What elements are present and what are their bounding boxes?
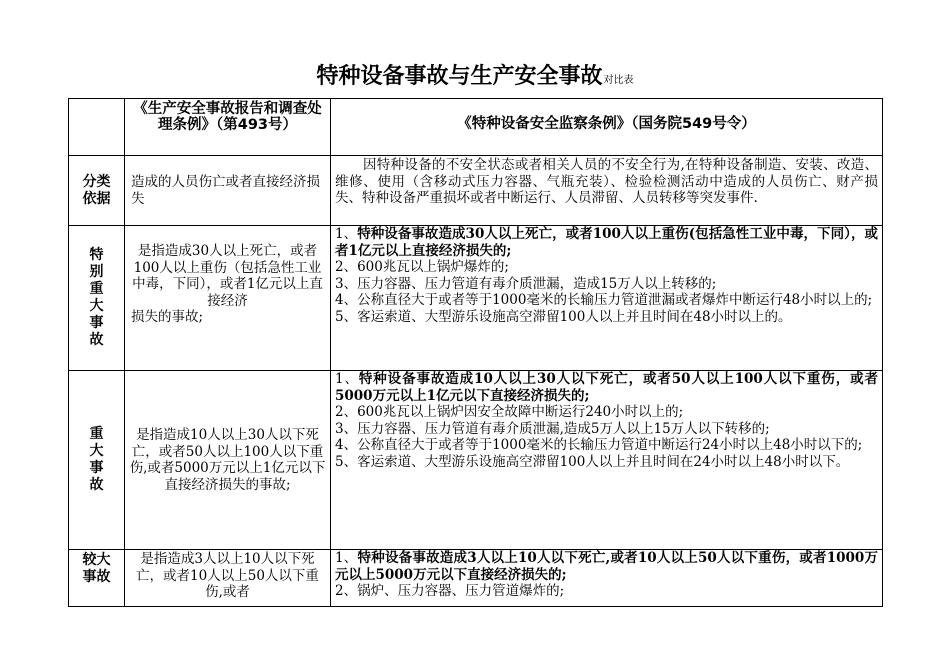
table-row-major (69, 371, 883, 550)
major-right-cell (331, 371, 883, 550)
classification-right-cell (331, 156, 883, 226)
header-right-text: 《特种设备安全监察条例》（国务院549号令） (457, 116, 756, 132)
larger-right-cell (331, 550, 883, 607)
header-regulation-493 (125, 99, 331, 156)
list-item: 4、公称直径大于或者等于1000毫米的长输压力管道泄漏或者爆炸中断运行48小时以上的; (335, 292, 873, 309)
table-row-classification (69, 156, 883, 226)
list-item: 5、客运索道、大型游乐设施高空滞留100人以上并且时间在24小时以上48小时以下。 (335, 453, 850, 470)
list-item: 3、压力容器、压力管道有毒介质泄漏,造成5万人以上15万人以下转移的; (335, 420, 770, 437)
list-item: 1、特种设备事故造成10人以上30人以下死亡，或者50人以上100人以下重伤，或者5000万元以上1亿元以下直接经济损失的; (335, 371, 878, 404)
larger-mid-cell (125, 550, 331, 607)
especially-major-mid-tail: 损失的事故; (131, 309, 204, 325)
list-item: 1、特种设备事故造成30人以上死亡，或者100人以上重伤(包括急性工业中毒，下同），或者1亿元以上直接经济损失的; (335, 226, 878, 259)
header-empty-cell (69, 99, 125, 156)
table-row-especially-major (69, 226, 883, 371)
major-mid-text: 是指造成10人以上30人以下死亡，或者50人以上100人以下重伤,或者5000万元以上1亿元以下直接经济损失的事故; (129, 427, 326, 493)
list-item: 2、锅炉、压力容器、压力管道爆炸的; (335, 583, 565, 600)
list-item: 4、公称直径大于或者等于1000毫米的长输压力管道中断运行24小时以上48小时以下的; (335, 437, 863, 454)
row-label-larger: 较大事故 (69, 550, 125, 607)
classification-right-text: 因特种设备的不安全状态或者相关人员的不安全行为,在特种设备制造、安装、改造、维修、使用（含移动式压力容器、气瓶充装）、检验检测活动中造成的人员伤亡、财产损失、特种设备严重损坏或者中断运行、人员滞留、人员转移等突发事件. (335, 157, 878, 207)
table-row-larger (69, 550, 883, 607)
classification-mid-cell (125, 156, 331, 226)
row-label-major: 重大事故 (69, 371, 125, 550)
title-main: 特种设备事故与生产安全事故 (316, 64, 603, 89)
document-title (0, 63, 950, 95)
especially-major-mid-text: 是指造成30人以上死亡，或者100人以上重伤（包括急性工业中毒，下同），或者1亿元以上直接经济 (132, 243, 323, 309)
major-mid-cell (125, 371, 331, 550)
header-mid-text: 《生产安全事故报告和调查处理条例》（第493号） (133, 101, 322, 133)
list-item: 3、压力容器、压力管道有毒介质泄漏，造成15万人以上转移的; (335, 275, 717, 292)
list-item: 2、600兆瓦以上锅炉因安全故障中断运行240小时以上的; (335, 404, 684, 421)
row-label-classification: 分类依据 (69, 156, 125, 226)
list-item: 1、特种设备事故造成3人以上10人以下死亡,或者10人以上50人以下重伤，或者1000万元以上5000万元以下直接经济损失的; (335, 550, 878, 583)
list-item: 2、600兆瓦以上锅炉爆炸的; (335, 259, 509, 276)
header-regulation-549 (331, 99, 883, 156)
table-header-row (69, 99, 883, 156)
list-item: 5、客运索道、大型游乐设施高空滞留100人以上并且时间在48小时以上的。 (335, 308, 792, 325)
especially-major-mid-cell (125, 226, 331, 371)
row-label-especially-major: 特别重大事故 (69, 226, 125, 371)
comparison-table (68, 98, 883, 607)
larger-mid-text: 是指造成3人以上10人以下死亡，或者10人以上50人以下重伤,或者 (136, 551, 319, 600)
especially-major-right-cell (331, 226, 883, 371)
title-suffix: 对比表 (603, 75, 634, 86)
classification-mid-text: 造成的人员伤亡或者直接经济损失 (131, 174, 320, 207)
